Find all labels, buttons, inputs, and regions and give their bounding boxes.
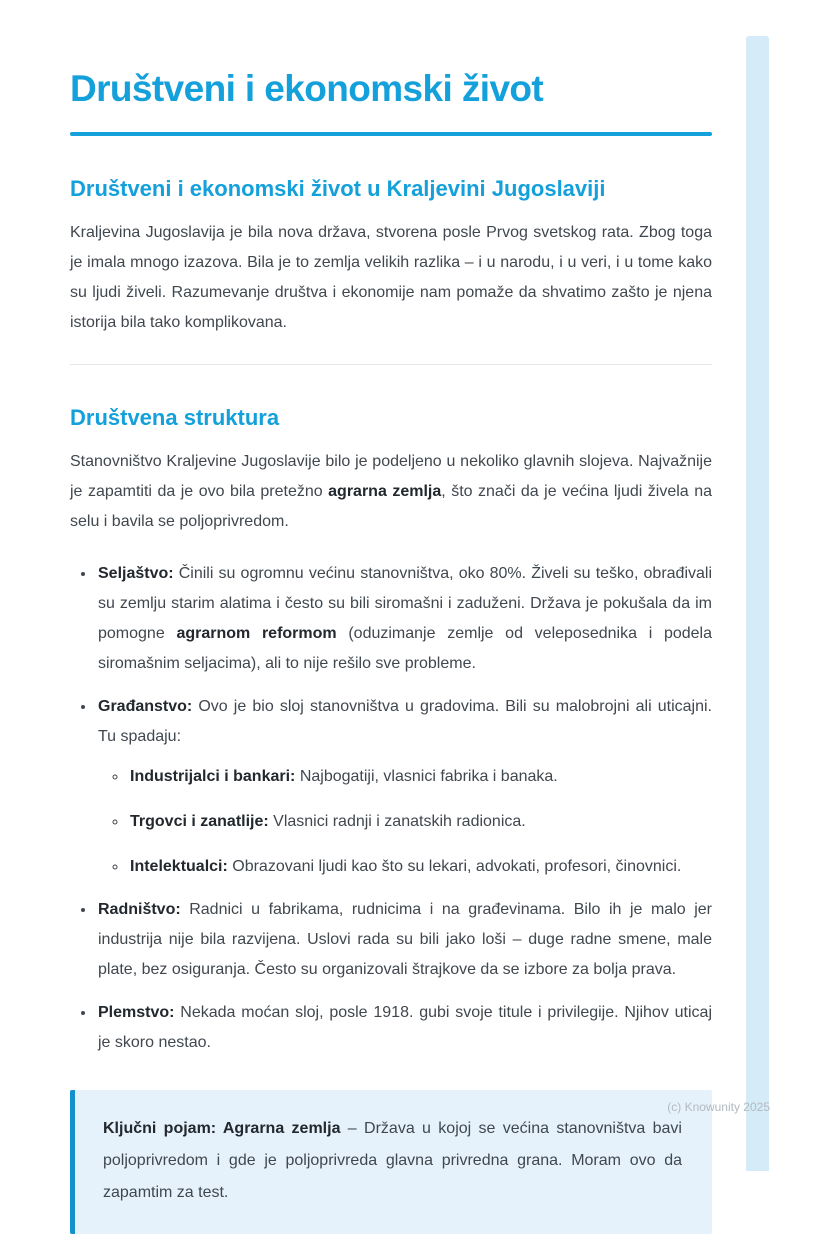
item-bold-term: agrarnom reformom	[176, 625, 337, 642]
callout-text: – Država u kojoj se većina stanovništva bavi poljoprivredom i gde je poljoprivreda glavna privredna grana. Moram ovo da zapamtim za test.	[103, 1120, 682, 1201]
list-item-industrijalci	[128, 762, 712, 792]
item-label: Intelektualci:	[130, 858, 228, 875]
list-item-plemstvo	[96, 998, 712, 1058]
section-heading-structure: Društvena struktura	[70, 405, 280, 430]
item-label: Radništvo:	[98, 901, 181, 918]
section-heading-intro: Društveni i ekonomski život u Kraljevini Jugoslaviji	[70, 176, 606, 201]
intro-paragraph: Kraljevina Jugoslavija je bila nova država, stvorena posle Prvog svetskog rata. Zbog toga je imala mnogo izazova. Bila je to zemlja velikih razlika – i u narodu, i u veri, i u tome kako su ljudi živeli. Razumevanje društva i ekonomije nam pomaže da shvatimo zašto je njena istorija bila tako komplikovana.	[70, 224, 712, 331]
item-text: Radnici u fabrikama, rudnicima i na građevinama. Bilo ih je malo jer industrija nije bila razvijena. Uslovi rada su bili jako loši – duge radne smene, male plate, bez osiguranja. Često su organizovali štrajkove da se izbore za bolja prava.	[98, 901, 712, 978]
list-item-gradjanstvo	[96, 692, 712, 882]
copyright-notice: (c) Knowunity 2025	[667, 1100, 770, 1114]
gradjanstvo-sub-list	[98, 762, 712, 882]
social-classes-list	[70, 559, 712, 1058]
list-item-intelektualci	[128, 852, 712, 882]
page-edge-strip	[746, 36, 769, 1171]
callout-label: Ključni pojam: Agrarna zemlja	[103, 1120, 341, 1137]
document-content	[70, 0, 712, 1234]
list-item-radnistvo	[96, 895, 712, 985]
list-item-trgovci	[128, 807, 712, 837]
item-label: Industrijalci i bankari:	[130, 768, 296, 785]
section-divider	[70, 364, 712, 365]
list-item-seljastvo	[96, 559, 712, 679]
lead-bold-term: agrarna zemlja	[328, 483, 442, 500]
key-term-callout	[70, 1090, 712, 1234]
page-title: Društveni i ekonomski život	[70, 68, 544, 109]
lead-text-after: , što znači da je većina ljudi živela na selu i bavila se poljoprivredom.	[70, 483, 712, 530]
item-label: Seljaštvo:	[98, 565, 174, 582]
item-text: Činili su ogromnu većinu stanovništva, oko 80%. Živeli su teško, obrađivali su zemlju starim alatima i često su bili siromašni i zaduženi. Država je pokušala da im pomogne	[98, 565, 712, 642]
item-text: Vlasnici radnji i zanatskih radionica.	[268, 813, 526, 830]
lead-text-before: Stanovništvo Kraljevine Jugoslavije bilo je podeljeno u nekoliko glavnih slojeva. Najvažnije je zapamtiti da je ovo bila pretežno	[70, 453, 712, 500]
item-label: Trgovci i zanatlije:	[130, 813, 269, 830]
item-text: Najbogatiji, vlasnici fabrika i banaka.	[295, 768, 558, 785]
title-divider	[70, 132, 712, 136]
structure-lead-paragraph	[70, 447, 712, 537]
item-label: Građanstvo:	[98, 698, 193, 715]
item-text: Nekada moćan sloj, posle 1918. gubi svoje titule i privilegije. Njihov uticaj je skoro nestao.	[98, 1004, 712, 1051]
item-text: (oduzimanje zemlje od veleposednika i podela siromašnim seljacima), ali to nije rešilo sve probleme.	[98, 625, 713, 672]
item-text: Obrazovani ljudi kao što su lekari, advokati, profesori, činovnici.	[227, 858, 682, 875]
item-label: Plemstvo:	[98, 1004, 175, 1021]
item-text: Ovo je bio sloj stanovništva u gradovima. Bili su malobrojni ali uticajni. Tu spadaju:	[98, 698, 712, 745]
